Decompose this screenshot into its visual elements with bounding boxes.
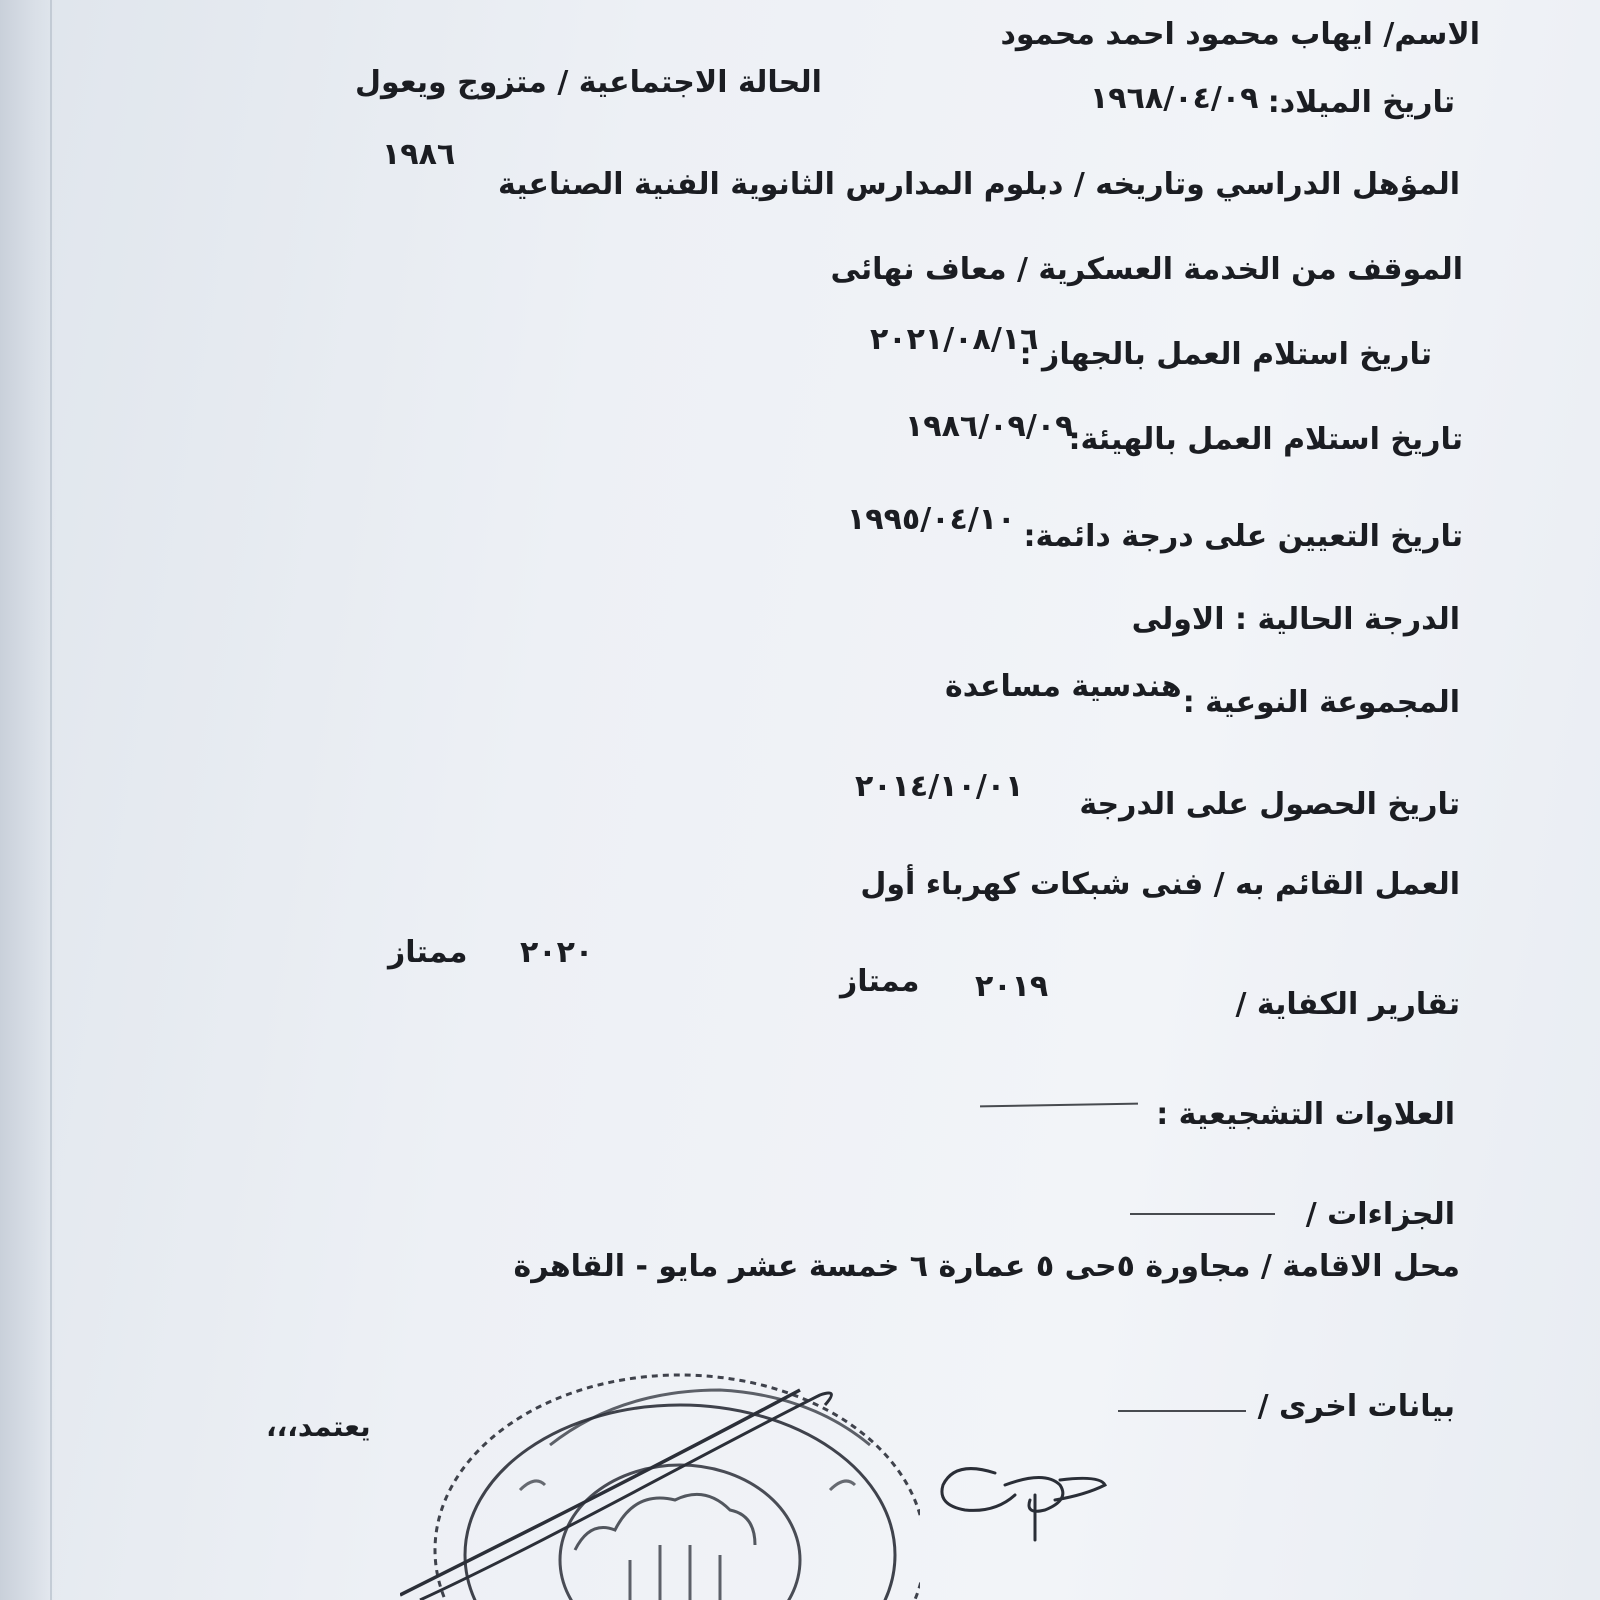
efficiency-rating-1: ممتاز — [840, 964, 920, 999]
grade-date-value: ٢٠١٤/١٠/٠١ — [855, 769, 1024, 804]
grade-date-label: تاريخ الحصول على الدرجة — [1079, 787, 1460, 822]
official-stamp — [400, 1350, 920, 1600]
efficiency-year-1: ٢٠١٩ — [975, 969, 1049, 1004]
qualification-year: ١٩٨٦ — [382, 137, 456, 172]
name-line: الاسم/ ايهاب محمود احمد محمود — [1000, 17, 1480, 52]
appointment-label: تاريخ التعيين على درجة دائمة: — [1023, 519, 1463, 554]
other-data-label: بيانات اخرى / — [1257, 1389, 1455, 1424]
penalties-label: الجزاءات / — [1305, 1197, 1455, 1232]
page-margin-line — [50, 0, 52, 1600]
group-label: المجموعة النوعية : — [1182, 685, 1460, 720]
job-title: العمل القائم به / فنى شبكات كهرباء أول — [860, 867, 1460, 902]
page-left-edge — [0, 0, 56, 1600]
efficiency-label: تقارير الكفاية / — [1235, 987, 1460, 1022]
group-value: هندسية مساعدة — [945, 669, 1182, 704]
birth-date-label: تاريخ الميلاد: — [1267, 85, 1455, 120]
military-status: الموقف من الخدمة العسكرية / معاف نهائى — [830, 252, 1463, 287]
penalties-blank-line — [1130, 1213, 1275, 1215]
device-start-label: تاريخ استلام العمل بالجهاز : — [1019, 337, 1432, 372]
qualification-line: المؤهل الدراسي وتاريخه / دبلوم المدارس الثانوية الفنية الصناعية — [498, 167, 1460, 202]
approval-text: يعتمد،،، — [266, 1410, 371, 1443]
marital-status: الحالة الاجتماعية / متزوج ويعول — [355, 65, 822, 100]
current-grade: الدرجة الحالية : الاولى — [1131, 602, 1460, 637]
incentive-blank-line — [980, 1103, 1138, 1108]
handwritten-signature — [935, 1455, 1110, 1545]
birth-date-value: ١٩٦٨/٠٤/٠٩ — [1090, 81, 1259, 116]
efficiency-year-2: ٢٠٢٠ — [520, 935, 594, 970]
appointment-date: ١٩٩٥/٠٤/١٠ — [847, 502, 1016, 537]
incentive-label: العلاوات التشجيعية : — [1156, 1097, 1455, 1132]
authority-start-label: تاريخ استلام العمل بالهيئة: — [1068, 422, 1463, 457]
efficiency-rating-2: ممتاز — [388, 935, 468, 970]
other-data-blank-line — [1118, 1410, 1246, 1412]
residence-line: محل الاقامة / مجاورة ٥حى ٥ عمارة ٦ خمسة عشر مايو - القاهرة — [513, 1249, 1460, 1284]
device-start-date: ٢٠٢١/٠٨/١٦ — [870, 322, 1039, 357]
authority-start-date: ١٩٨٦/٠٩/٠٩ — [905, 409, 1074, 444]
